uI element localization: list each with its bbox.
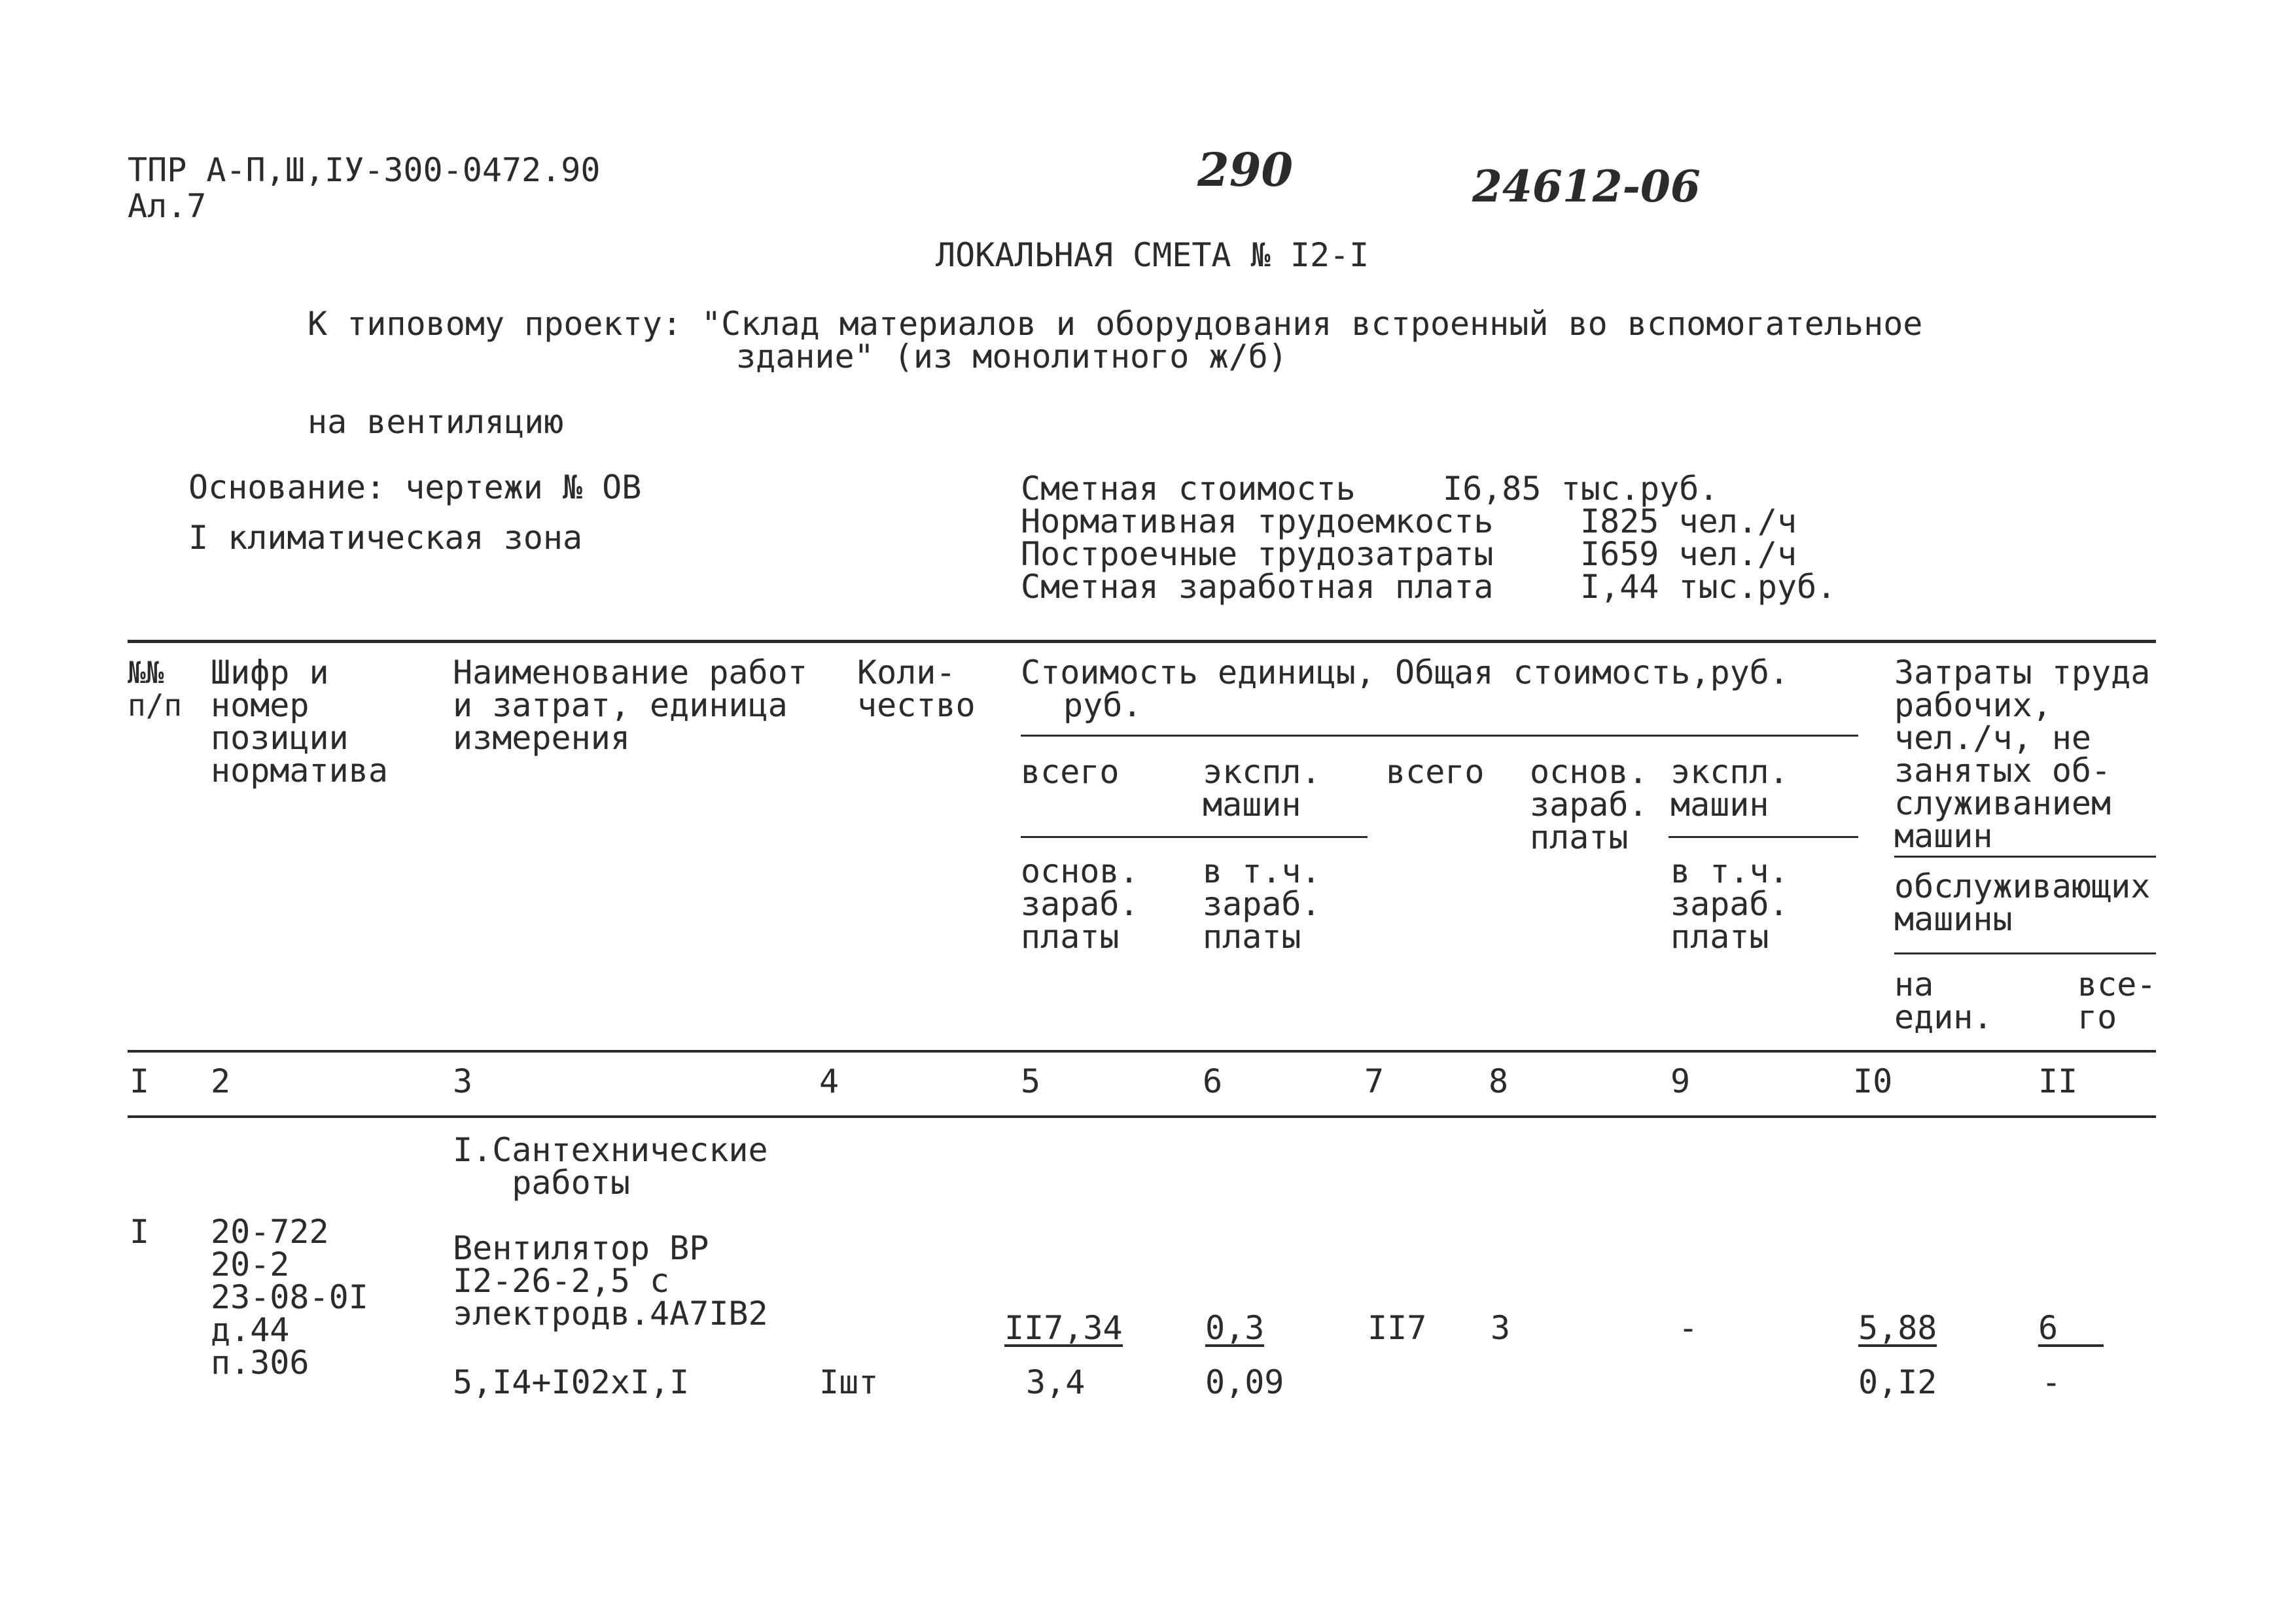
header-unit-machine: экспл. машин: [1203, 753, 1321, 824]
handwritten-number: 24612-06: [1472, 161, 1701, 212]
header-unit-wage: основ. зараб. платы: [1021, 852, 1139, 956]
row-1-labor-per-unit: 5,88: [1858, 1309, 1937, 1347]
header-code: Шифр и номер позиции норматива: [211, 654, 388, 790]
column-number-1: I: [130, 1062, 150, 1100]
row-1-total-all: II7: [1368, 1309, 1427, 1347]
header-unit-subrule: [1021, 836, 1368, 838]
header-labor-rule: [1894, 856, 2156, 858]
section-title: I.Сантехнические работы: [453, 1131, 768, 1202]
column-numbers-rule: [128, 1115, 2156, 1118]
header-total: все- го: [2077, 966, 2157, 1036]
row-1-num: I: [130, 1213, 150, 1251]
row-1-labor-total: 6: [2038, 1312, 2104, 1347]
column-number-8: 8: [1489, 1062, 1509, 1100]
header-cost-group: Стоимость единицы, Общая стоимость,руб.: [1021, 654, 1789, 691]
column-number-9: 9: [1670, 1062, 1691, 1100]
summary-label-cost: Сметная стоимость: [1021, 470, 1356, 508]
document-code: ТПР А-П,Ш,IУ-300-0472.90: [128, 151, 601, 189]
column-number-11: II: [2038, 1062, 2078, 1100]
row-1-qty: Iшт: [819, 1363, 879, 1401]
summary-label-wage: Сметная заработная плата: [1021, 568, 1494, 606]
album-number: Ал.7: [128, 187, 207, 225]
header-total-machine: экспл. машин: [1670, 753, 1789, 824]
row-1-total-machine: -: [1678, 1309, 1699, 1347]
summary-label-labor: Нормативная трудоемкость: [1021, 502, 1494, 540]
row-1-labor-total-machine: -: [2041, 1363, 2062, 1401]
column-number-3: 3: [453, 1062, 473, 1100]
row-1-unit-total: II7,34: [1004, 1309, 1123, 1347]
column-number-5: 5: [1021, 1062, 1041, 1100]
row-1-unit-machine-wage: 0,09: [1205, 1363, 1284, 1401]
document-title: ЛОКАЛЬНАЯ СМЕТА № I2-I: [936, 236, 1369, 274]
row-1-code: 20-722 20-2 23-08-0I д.44 п.306: [211, 1213, 368, 1382]
column-number-4: 4: [819, 1062, 839, 1100]
summary-value-wage: I,44 тыс.руб.: [1580, 568, 1837, 606]
header-total-wage: основ. зараб. платы: [1530, 753, 1648, 856]
header-labor-workers: Затраты труда рабочих, чел./ч, не занятых об- служиванием машин: [1894, 654, 2151, 855]
table-top-rule: [128, 640, 2156, 643]
header-total-subrule: [1669, 836, 1858, 838]
row-1-unit-wage: 3,4: [1026, 1363, 1086, 1401]
column-number-10: I0: [1853, 1062, 1893, 1100]
purpose-text: на вентиляцию: [308, 403, 564, 441]
header-unit-total: всего: [1021, 753, 1120, 791]
header-cost-rub: руб.: [1063, 686, 1142, 724]
summary-value-labor: I825 чел./ч: [1580, 502, 1797, 540]
header-unit-machine-wage: в т.ч. зараб. платы: [1203, 852, 1321, 956]
header-group-rule: [1021, 735, 1858, 737]
header-bottom-rule: [128, 1050, 2156, 1053]
basis-text: Основание: чертежи № ОВ: [188, 468, 642, 506]
summary-value-site-labor: I659 чел./ч: [1580, 535, 1797, 573]
header-name: Наименование работ и затрат, единица измерения: [453, 654, 807, 757]
summary-label-site-labor: Построечные трудозатраты: [1021, 535, 1494, 573]
column-number-6: 6: [1203, 1062, 1223, 1100]
row-1-unit-machine: 0,3: [1205, 1309, 1265, 1347]
page-number: 290: [1197, 143, 1294, 197]
header-total-all: всего: [1386, 753, 1485, 791]
column-number-7: 7: [1364, 1062, 1385, 1100]
summary-value-cost: I6,85 тыс.руб.: [1443, 470, 1719, 508]
header-total-machine-wage: в т.ч. зараб. платы: [1670, 852, 1789, 956]
column-number-2: 2: [211, 1062, 231, 1100]
row-1-labor-per-unit-machine: 0,I2: [1858, 1363, 1937, 1401]
climate-zone-text: I климатическая зона: [188, 519, 583, 557]
header-labor-machine: обслуживающих машины: [1894, 867, 2151, 938]
project-subtitle-line1: К типовому проекту: "Склад материалов и оборудования встроенный во вспомогательное: [308, 305, 1923, 343]
project-subtitle-line2: здание" (из монолитного ж/б): [736, 338, 1288, 375]
header-labor-subrule: [1894, 952, 2156, 954]
header-per-unit: на един.: [1894, 966, 1993, 1036]
header-num: №№ п/п: [128, 655, 183, 723]
header-qty: Коли- чество: [857, 654, 976, 724]
row-1-name: Вентилятор ВР I2-26-2,5 с электродв.4А7IВ2: [453, 1229, 768, 1333]
row-1-total-wage: 3: [1491, 1309, 1511, 1347]
row-1-formula: 5,I4+I02хI,I: [453, 1363, 690, 1401]
